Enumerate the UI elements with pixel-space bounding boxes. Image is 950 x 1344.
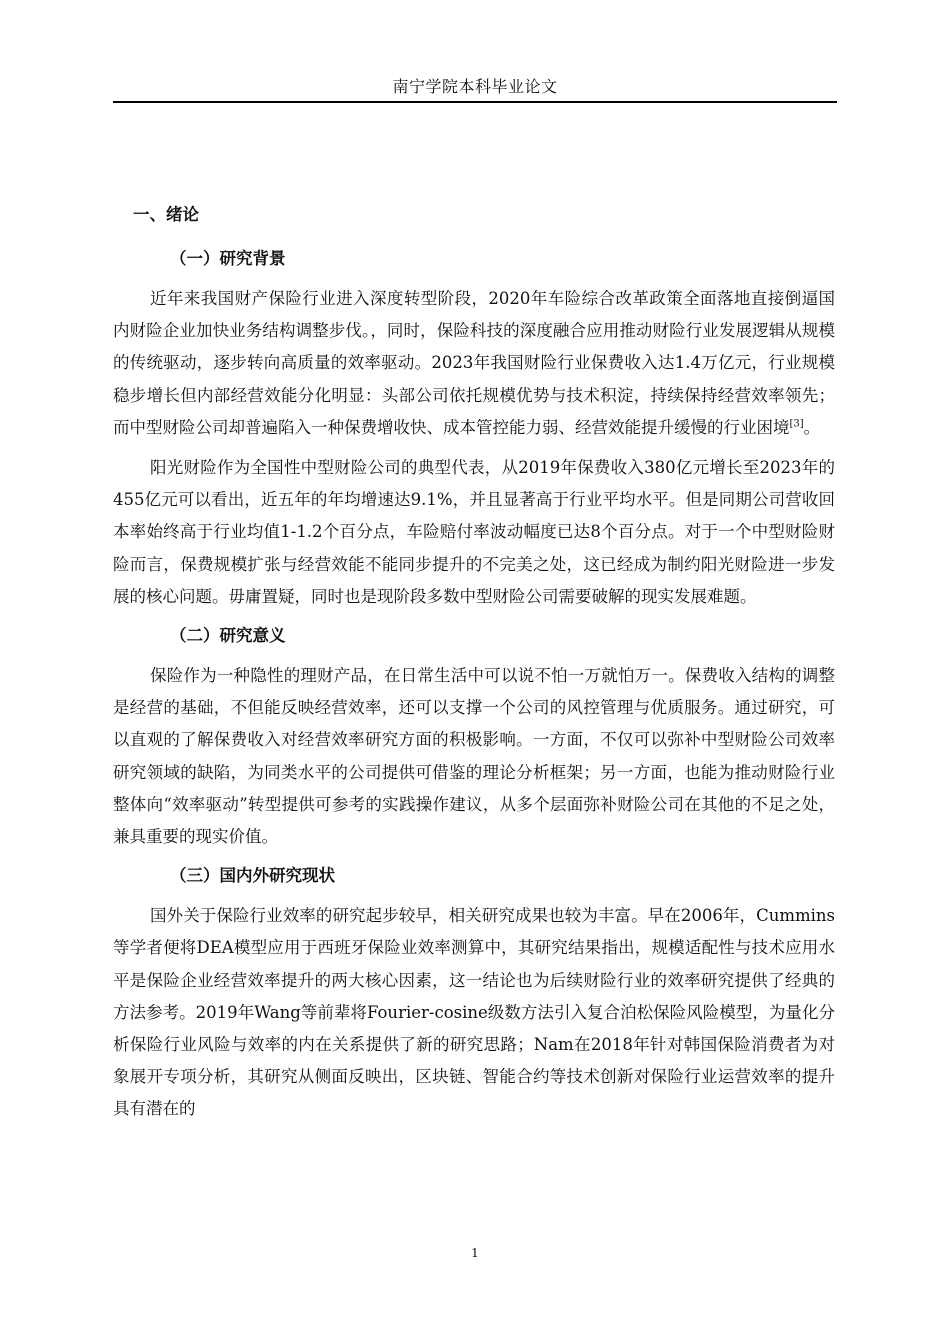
paragraph-significance: 保险作为一种隐性的理财产品，在日常生活中可以说不怕一万就怕万一。保费收入结构的调整是经营的基础，不但能反映经营效率，还可以支撑一个公司的风控管理与优质服务。通过研究，可以直观的了解保费收入对经营效率研究方面的积极影响。一方面，不仅可以弥补中型财险公司效率研究领域的缺陷，为同类水平的公司提供可借鉴的理论分析框架；另一方面，也能为推动财险行业整体向“效率驱动”转型提供可参考的实践操作建议，从多个层面弥补财险公司在其他的不足之处，兼具重要的现实价值。 [113,666,835,847]
paragraph-background-2: 阳光财险作为全国性中型财险公司的典型代表，从2019年保费收入380亿元增长至2023年的455亿元可以看出，近五年的年均增速达9.1%，并且显著高于行业平均水平。但是同期公司营收回本率始终高于行业均值1-1.2个百分点，车险赔付率波动幅度已达8个百分点。对于一个中型财险财险而言，保费规模扩张与经营效能不能同步提升的不完美之处，这已经成为制约阳光财险进一步发展的核心问题。毋庸置疑，同时也是现阶段多数中型财险公司需要破解的现实发展难题。 [113,458,835,606]
paragraph-literature: 国外关于保险行业效率的研究起步较早，相关研究成果也较为丰富。早在2006年，Cummins等学者便将DEA模型应用于西班牙保险业效率测算中，其研究结果指出，规模适配性与技术应用水平是保险企业经营效率提升的两大核心因素，这一结论也为后续财险行业的效率研究提供了经典的方法参考。2019年Wang等前辈将Fourier-cosine级数方法引入复合泊松保险风险模型，为量化分析保险行业风险与效率的内在关系提供了新的研究思路；Nam在2018年针对韩国保险消费者为对象展开专项分析，其研究从侧面反映出，区块链、智能合约等技术创新对保险行业运营效率的提升具有潜在的 [113,906,835,1119]
subsection-title-background: （一）研究背景 [170,249,286,268]
paragraph-end-mark: 。 [803,417,821,437]
subsection-title-significance: （二）研究意义 [170,626,286,646]
citation-marker: [3] [789,418,804,430]
section-title: 一、绪论 [133,205,199,224]
thesis-body [113,200,835,1134]
page-number: 1 [471,1246,479,1260]
paragraph-text: 近年来我国财产保险行业进入深度转型阶段，2020年车险综合改革政策全面落地直接倒逼国内财险企业加快业务结构调整步伐。，同时，保险科技的深度融合应用推动财险行业发展逻辑从规模的传统驱动，逐步转向高质量的效率驱动。2023年我国财险行业保费收入达1.4万亿元，行业规模稳步增长但内部经营效能分化明显：头部公司依托规模优势与技术积淀，持续保持经营效率领先；而中型财险公司却普遍陷入一种保费增收快、成本管控能力弱、经营效能提升缓慢的行业困境 [113,289,835,437]
header-rule [113,101,837,103]
running-header: 南宁学院本科毕业论文 [392,77,558,96]
subsection-title-literature: （三）国内外研究现状 [170,866,335,886]
paragraph-background-1 [113,283,835,444]
